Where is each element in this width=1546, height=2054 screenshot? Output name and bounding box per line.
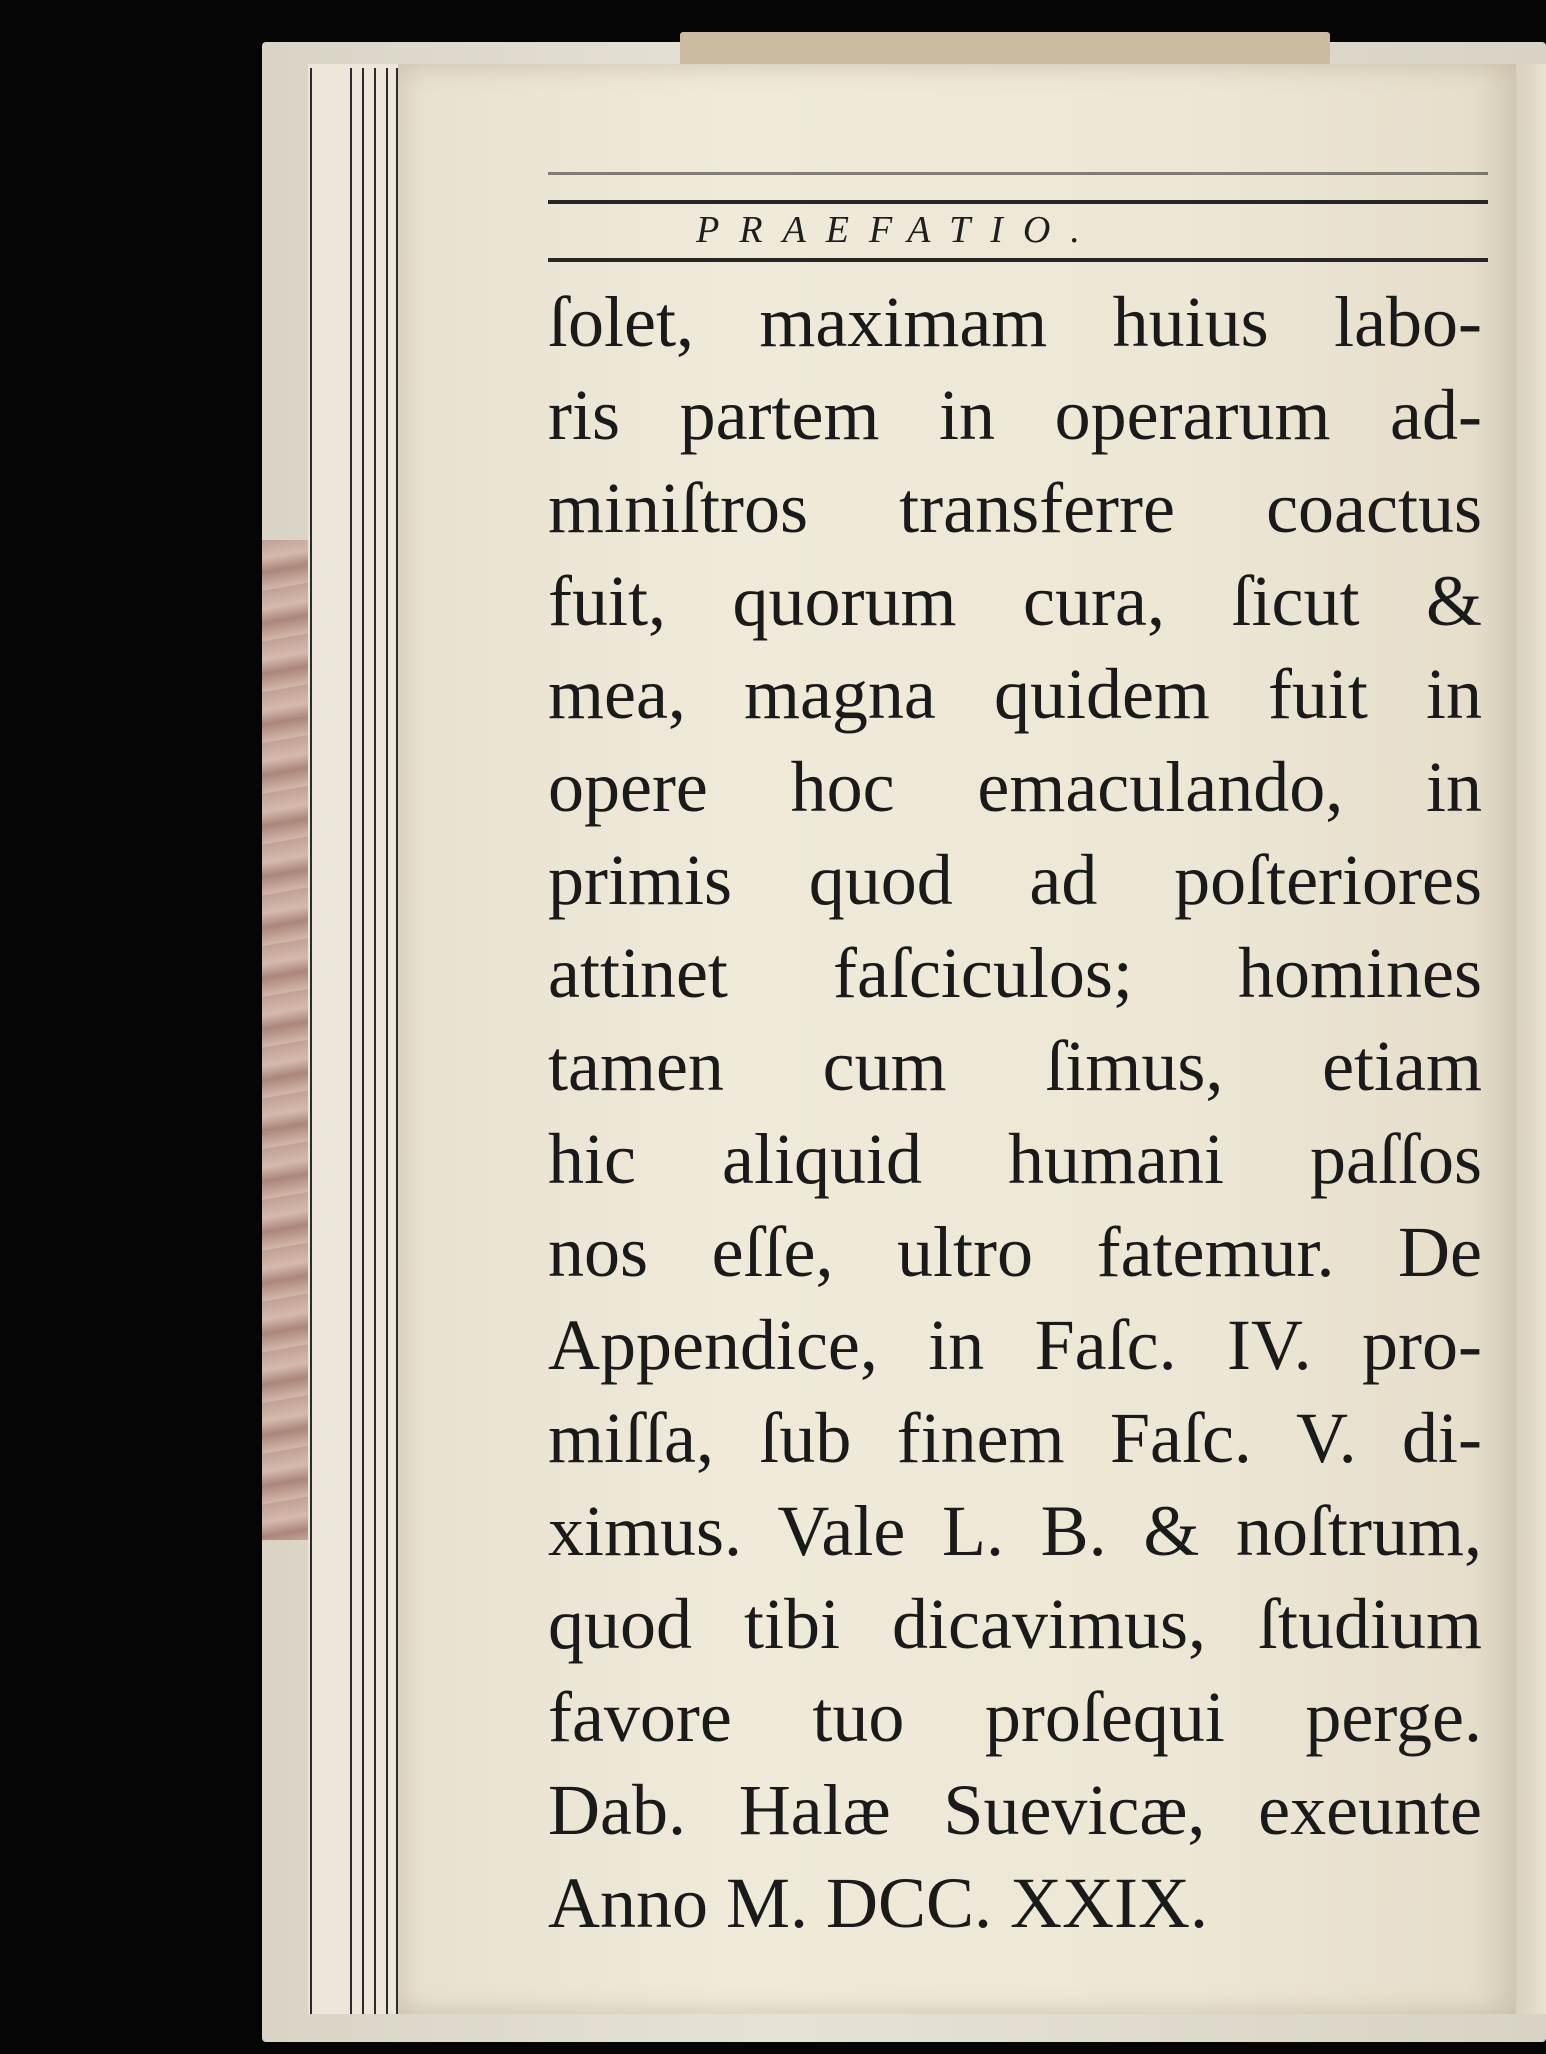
page-edge-line bbox=[310, 68, 312, 2014]
text-line: tamen cum ſimus, etiam bbox=[548, 1026, 1482, 1106]
text-line: quod tibi dicavimus, ſtudium bbox=[548, 1584, 1482, 1664]
header-rule-bottom bbox=[548, 258, 1488, 262]
text-line: ris partem in operarum ad- bbox=[548, 375, 1482, 455]
text-line: miniſtros transferre coactus bbox=[548, 468, 1482, 548]
page-text bbox=[548, 276, 1482, 1950]
running-head: PRAEFATIO. bbox=[696, 209, 1100, 251]
text-line: opere hoc emaculando, in bbox=[548, 747, 1482, 827]
text-line: nos eſſe, ultro fatemur. De bbox=[548, 1212, 1482, 1292]
text-line: mea, magna quidem fuit in bbox=[548, 654, 1482, 734]
marbled-cover-edge bbox=[262, 540, 310, 1540]
header-rule-faint bbox=[548, 172, 1488, 175]
text-line: ſolet, maximam huius labo- bbox=[548, 282, 1482, 362]
text-line: primis quod ad poſteriores bbox=[548, 840, 1482, 920]
page-edge-stack bbox=[308, 64, 398, 2014]
text-line: hic aliquid humani paſſos bbox=[548, 1119, 1482, 1199]
text-line: favore tuo proſequi perge. bbox=[548, 1677, 1482, 1757]
text-line: ximus. Vale L. B. & noſtrum, bbox=[548, 1491, 1482, 1571]
cover-tab bbox=[680, 32, 1330, 66]
header-rule-top bbox=[548, 200, 1488, 204]
page-edge-line bbox=[386, 68, 388, 2014]
text-line: miſſa, ſub finem Faſc. V. di- bbox=[548, 1398, 1482, 1478]
text-line: fuit, quorum cura, ſicut & bbox=[548, 561, 1482, 641]
text-line: Appendice, in Faſc. IV. pro- bbox=[548, 1305, 1482, 1385]
page-edge-line bbox=[350, 68, 352, 2014]
page-edge-line bbox=[374, 68, 376, 2014]
facing-page-edge bbox=[1516, 64, 1546, 2014]
page-edge-line bbox=[362, 68, 364, 2014]
text-line: Anno M. DCC. XXIX. bbox=[548, 1863, 1209, 1943]
text-line: attinet faſciculos; homines bbox=[548, 933, 1482, 1013]
text-line: Dab. Halæ Suevicæ, exeunte bbox=[548, 1770, 1482, 1850]
